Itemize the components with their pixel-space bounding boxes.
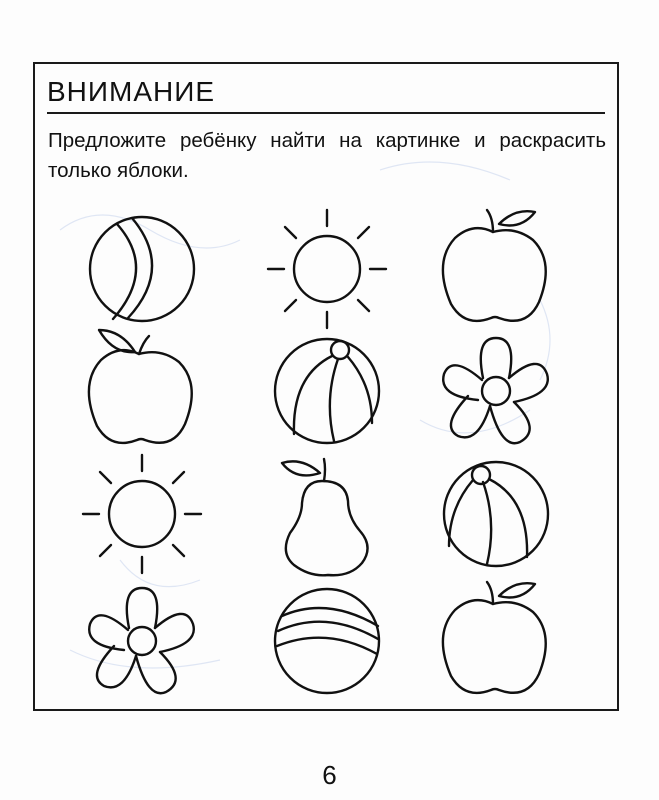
flower-icon[interactable] [77,576,207,706]
instruction-text: Предложите ребёнку найти на картинке и раскрасить только яблоки. [48,129,606,182]
beach-ball-icon[interactable] [262,326,392,456]
ball-striped-icon[interactable] [262,576,392,706]
apple-icon[interactable] [431,204,561,334]
sun-icon[interactable] [262,204,392,334]
page-title: ВНИМАНИЕ [47,76,216,107]
pear-icon[interactable] [262,449,392,579]
flower-icon[interactable] [431,326,561,456]
picture-grid [35,64,621,713]
beach-ball-icon[interactable] [431,449,561,579]
apple-icon[interactable] [431,576,561,706]
ball-striped-icon[interactable] [77,204,207,334]
apple-icon[interactable] [77,326,207,456]
worksheet-frame [33,62,619,711]
page-number: 6 [322,760,337,790]
sun-icon[interactable] [77,449,207,579]
